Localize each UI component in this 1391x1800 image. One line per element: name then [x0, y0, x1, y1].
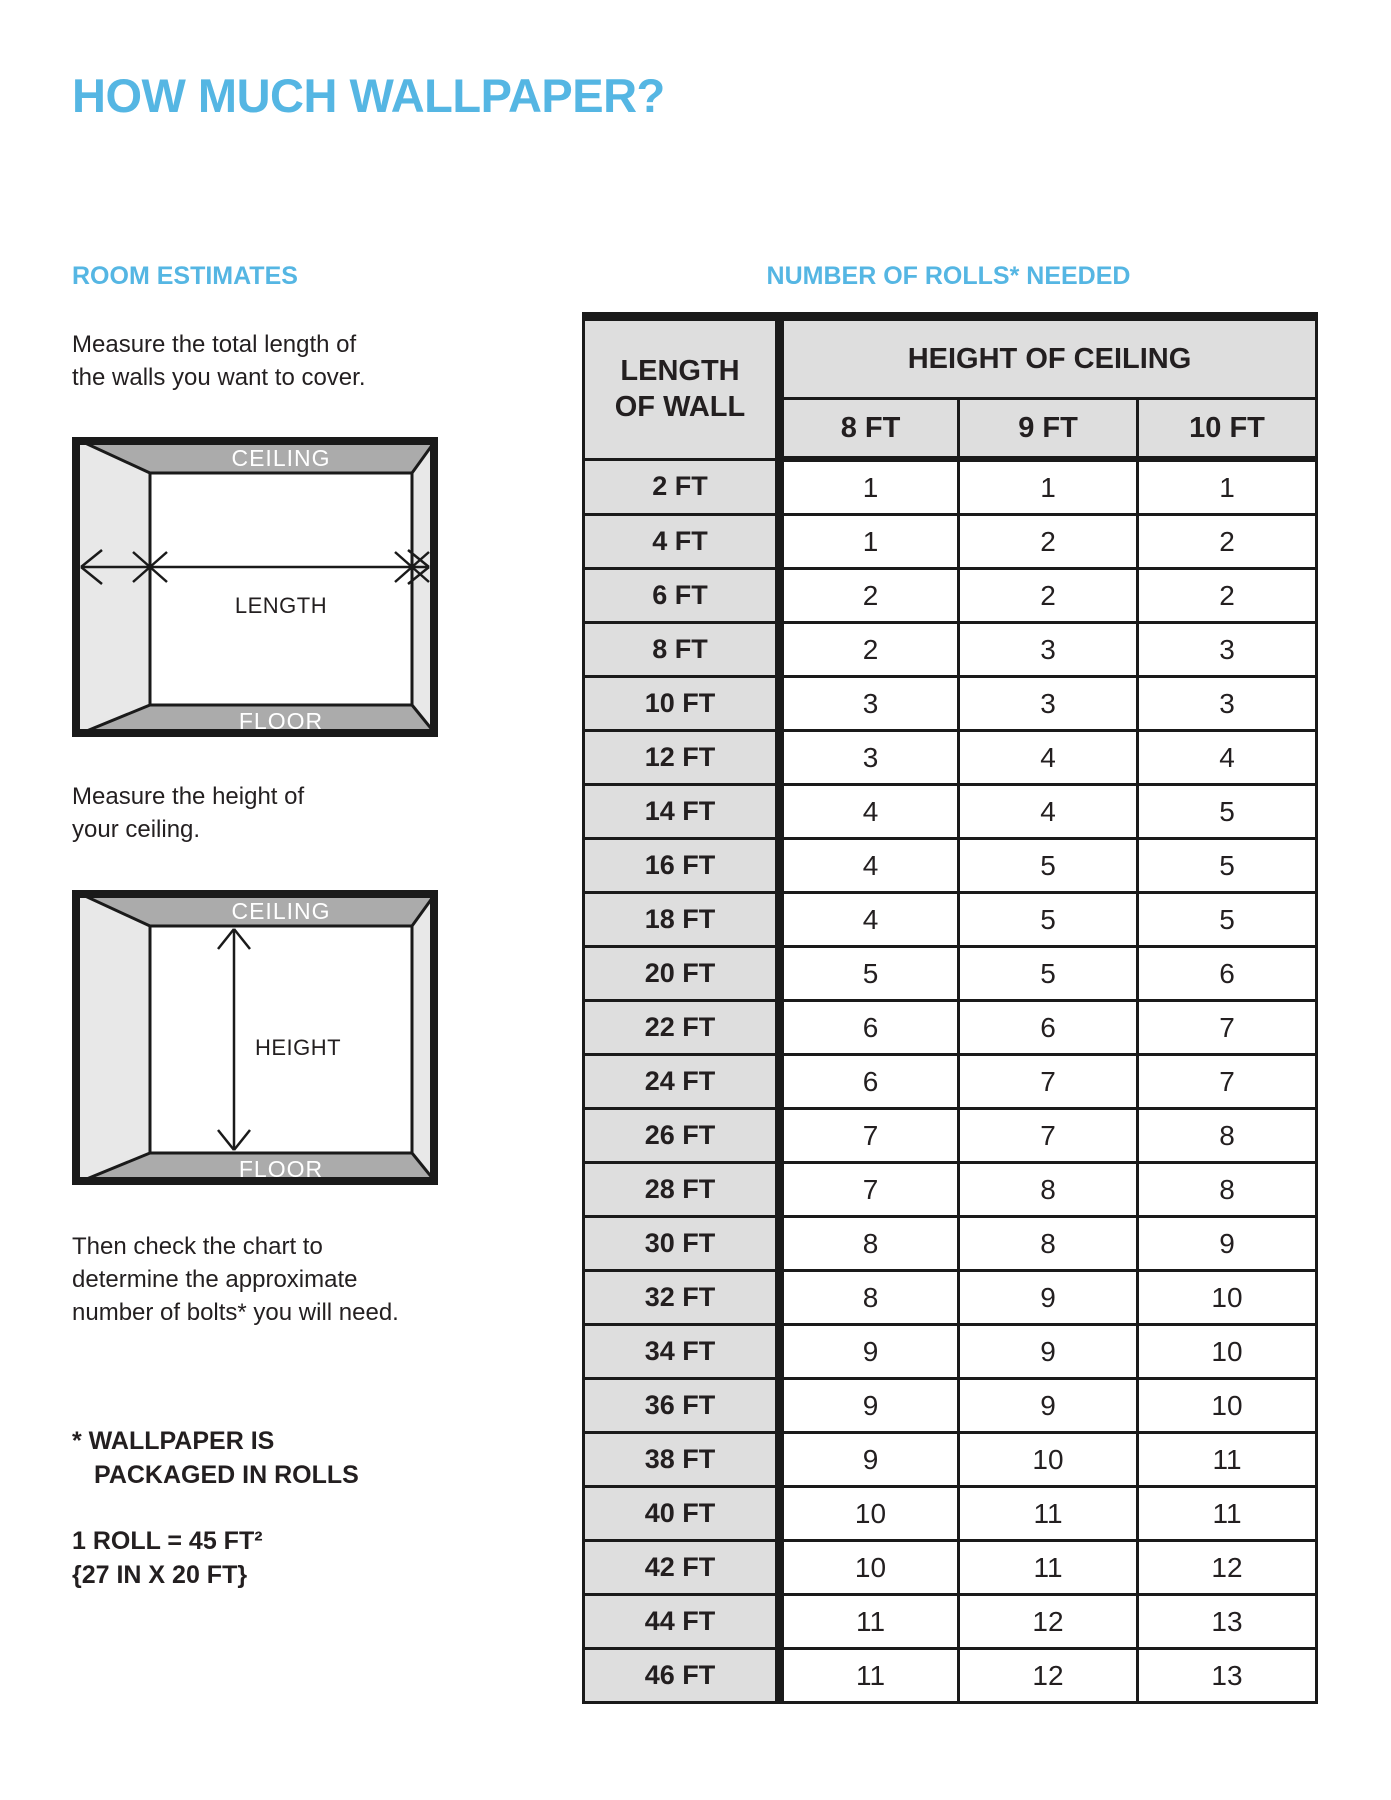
rolls-value-cell: 2 — [1138, 569, 1317, 623]
table-row — [584, 1325, 1317, 1379]
rolls-value-cell: 2 — [780, 569, 959, 623]
length-of-wall-header — [584, 317, 780, 460]
wall-length-cell: 42 FT — [584, 1541, 780, 1595]
rolls-needed-heading: NUMBER OF ROLLS* NEEDED — [766, 262, 1131, 290]
rolls-value-cell: 13 — [1138, 1649, 1317, 1703]
length-label: LENGTH — [234, 593, 328, 618]
table-header-row-1 — [584, 317, 1317, 399]
table-row — [584, 1217, 1317, 1271]
rolls-value-cell: 3 — [959, 677, 1138, 731]
floor-label: FLOOR — [238, 1156, 324, 1182]
rolls-value-cell: 5 — [959, 839, 1138, 893]
rolls-value-cell: 4 — [959, 785, 1138, 839]
rolls-value-cell: 3 — [1138, 623, 1317, 677]
rolls-value-cell: 11 — [1138, 1487, 1317, 1541]
rolls-value-cell: 6 — [780, 1001, 959, 1055]
wall-length-cell: 26 FT — [584, 1109, 780, 1163]
rolls-value-cell: 1 — [959, 459, 1138, 515]
table-row — [584, 785, 1317, 839]
rolls-value-cell: 6 — [780, 1055, 959, 1109]
rolls-value-cell: 2 — [959, 515, 1138, 569]
table-row — [584, 1379, 1317, 1433]
table-row — [584, 1541, 1317, 1595]
footnote-line1: * WALLPAPER IS — [72, 1427, 275, 1455]
rolls-value-cell: 8 — [1138, 1163, 1317, 1217]
step1-text — [72, 328, 365, 394]
roll-spec-line1: 1 ROLL = 45 FT² — [72, 1527, 263, 1555]
floor-label: FLOOR — [238, 708, 324, 734]
rolls-value-cell: 6 — [959, 1001, 1138, 1055]
table-row — [584, 1001, 1317, 1055]
rolls-value-cell: 5 — [959, 947, 1138, 1001]
table-row — [584, 677, 1317, 731]
rolls-value-cell: 4 — [780, 893, 959, 947]
length-of-wall-line1: LENGTH — [620, 355, 740, 388]
wall-length-cell: 24 FT — [584, 1055, 780, 1109]
step2-line2: your ceiling. — [72, 816, 201, 843]
step3-text — [72, 1230, 399, 1329]
wall-length-cell: 2 FT — [584, 459, 780, 515]
wall-length-cell: 36 FT — [584, 1379, 780, 1433]
rolls-value-cell: 4 — [780, 785, 959, 839]
rolls-value-cell: 5 — [780, 947, 959, 1001]
ceiling-label: CEILING — [231, 445, 331, 471]
ceiling-label: CEILING — [231, 898, 331, 924]
rolls-value-cell: 2 — [959, 569, 1138, 623]
rolls-value-cell: 9 — [780, 1325, 959, 1379]
rolls-value-cell: 8 — [959, 1217, 1138, 1271]
table-row — [584, 569, 1317, 623]
step3-line3: number of bolts* you will need. — [72, 1299, 399, 1326]
rolls-value-cell: 10 — [780, 1541, 959, 1595]
rolls-value-cell: 8 — [959, 1163, 1138, 1217]
height-of-ceiling-header: HEIGHT OF CEILING — [780, 317, 1317, 399]
step1-line1: Measure the total length of — [72, 331, 357, 358]
rolls-value-cell: 3 — [780, 677, 959, 731]
wall-length-cell: 28 FT — [584, 1163, 780, 1217]
rolls-value-cell: 9 — [959, 1271, 1138, 1325]
wall-length-cell: 6 FT — [584, 569, 780, 623]
step2-text — [72, 780, 304, 846]
wallpaper-rolls-footnote — [72, 1424, 359, 1492]
rolls-value-cell: 10 — [959, 1433, 1138, 1487]
rolls-value-cell: 5 — [1138, 785, 1317, 839]
wall-length-cell: 16 FT — [584, 839, 780, 893]
rolls-value-cell: 7 — [1138, 1001, 1317, 1055]
height-label: HEIGHT — [255, 1035, 342, 1060]
rolls-value-cell: 12 — [959, 1649, 1138, 1703]
step2-line1: Measure the height of — [72, 783, 305, 810]
rolls-value-cell: 2 — [1138, 515, 1317, 569]
table-row — [584, 1433, 1317, 1487]
wall-length-cell: 12 FT — [584, 731, 780, 785]
table-row — [584, 1163, 1317, 1217]
rolls-value-cell: 11 — [1138, 1433, 1317, 1487]
rolls-value-cell: 9 — [780, 1433, 959, 1487]
rolls-value-cell: 13 — [1138, 1595, 1317, 1649]
rolls-value-cell: 8 — [780, 1217, 959, 1271]
rolls-value-cell: 7 — [780, 1109, 959, 1163]
room-estimates-heading: ROOM ESTIMATES — [72, 262, 298, 290]
wall-length-cell: 40 FT — [584, 1487, 780, 1541]
rolls-value-cell: 9 — [1138, 1217, 1317, 1271]
rolls-value-cell: 1 — [780, 515, 959, 569]
wall-length-cell: 20 FT — [584, 947, 780, 1001]
rolls-value-cell: 8 — [1138, 1109, 1317, 1163]
table-row — [584, 731, 1317, 785]
rolls-value-cell: 9 — [959, 1379, 1138, 1433]
rolls-value-cell: 4 — [1138, 731, 1317, 785]
rolls-value-cell: 6 — [1138, 947, 1317, 1001]
wall-length-cell: 14 FT — [584, 785, 780, 839]
step3-line1: Then check the chart to — [72, 1233, 323, 1260]
rolls-value-cell: 1 — [1138, 459, 1317, 515]
rolls-value-cell: 5 — [959, 893, 1138, 947]
wall-length-cell: 46 FT — [584, 1649, 780, 1703]
ceiling-8ft-header: 8 FT — [780, 399, 959, 460]
wall-length-cell: 38 FT — [584, 1433, 780, 1487]
rolls-value-cell: 11 — [780, 1649, 959, 1703]
wall-length-cell: 10 FT — [584, 677, 780, 731]
wall-length-cell: 30 FT — [584, 1217, 780, 1271]
rolls-value-cell: 10 — [780, 1487, 959, 1541]
table-row — [584, 1595, 1317, 1649]
rolls-value-cell: 12 — [1138, 1541, 1317, 1595]
rolls-value-cell: 7 — [959, 1055, 1138, 1109]
table-row — [584, 1055, 1317, 1109]
wall-length-cell: 44 FT — [584, 1595, 780, 1649]
table-row — [584, 839, 1317, 893]
roll-spec — [72, 1524, 263, 1592]
rolls-value-cell: 9 — [780, 1379, 959, 1433]
length-of-wall-line2: OF WALL — [614, 391, 746, 424]
table-row — [584, 1649, 1317, 1703]
step1-line2: the walls you want to cover. — [72, 364, 366, 391]
table-row — [584, 1109, 1317, 1163]
ceiling-10ft-header: 10 FT — [1138, 399, 1317, 460]
rolls-value-cell: 3 — [959, 623, 1138, 677]
room-length-diagram-border — [72, 437, 438, 737]
wall-length-cell: 34 FT — [584, 1325, 780, 1379]
rolls-value-cell: 11 — [780, 1595, 959, 1649]
rolls-value-cell: 7 — [959, 1109, 1138, 1163]
wall-length-cell: 32 FT — [584, 1271, 780, 1325]
step3-line2: determine the approximate — [72, 1266, 358, 1293]
rolls-table-body — [584, 459, 1317, 1703]
table-row — [584, 623, 1317, 677]
footnote-line2: PACKAGED IN ROLLS — [94, 1461, 359, 1489]
rolls-value-cell: 5 — [1138, 839, 1317, 893]
table-row — [584, 1487, 1317, 1541]
rolls-table — [582, 312, 1318, 1704]
wall-length-cell: 8 FT — [584, 623, 780, 677]
table-row — [584, 515, 1317, 569]
rolls-value-cell: 7 — [780, 1163, 959, 1217]
rolls-value-cell: 8 — [780, 1271, 959, 1325]
wall-length-cell: 18 FT — [584, 893, 780, 947]
rolls-value-cell: 3 — [780, 731, 959, 785]
wall-length-cell: 4 FT — [584, 515, 780, 569]
rolls-value-cell: 4 — [780, 839, 959, 893]
table-row — [584, 947, 1317, 1001]
rolls-value-cell: 10 — [1138, 1271, 1317, 1325]
rolls-value-cell: 7 — [1138, 1055, 1317, 1109]
table-row — [584, 1271, 1317, 1325]
rolls-value-cell: 4 — [959, 731, 1138, 785]
page-title: HOW MUCH WALLPAPER? — [72, 69, 665, 122]
rolls-value-cell: 10 — [1138, 1379, 1317, 1433]
rolls-value-cell: 3 — [1138, 677, 1317, 731]
rolls-value-cell: 2 — [780, 623, 959, 677]
rolls-value-cell: 1 — [780, 459, 959, 515]
roll-spec-line2: {27 IN X 20 FT} — [72, 1561, 248, 1589]
wall-length-cell: 22 FT — [584, 1001, 780, 1055]
rolls-value-cell: 11 — [959, 1541, 1138, 1595]
rolls-value-cell: 12 — [959, 1595, 1138, 1649]
table-row — [584, 893, 1317, 947]
rolls-value-cell: 9 — [959, 1325, 1138, 1379]
rolls-value-cell: 10 — [1138, 1325, 1317, 1379]
room-height-diagram-border — [72, 890, 438, 1185]
rolls-value-cell: 11 — [959, 1487, 1138, 1541]
table-row — [584, 459, 1317, 515]
rolls-value-cell: 5 — [1138, 893, 1317, 947]
ceiling-9ft-header: 9 FT — [959, 399, 1138, 460]
